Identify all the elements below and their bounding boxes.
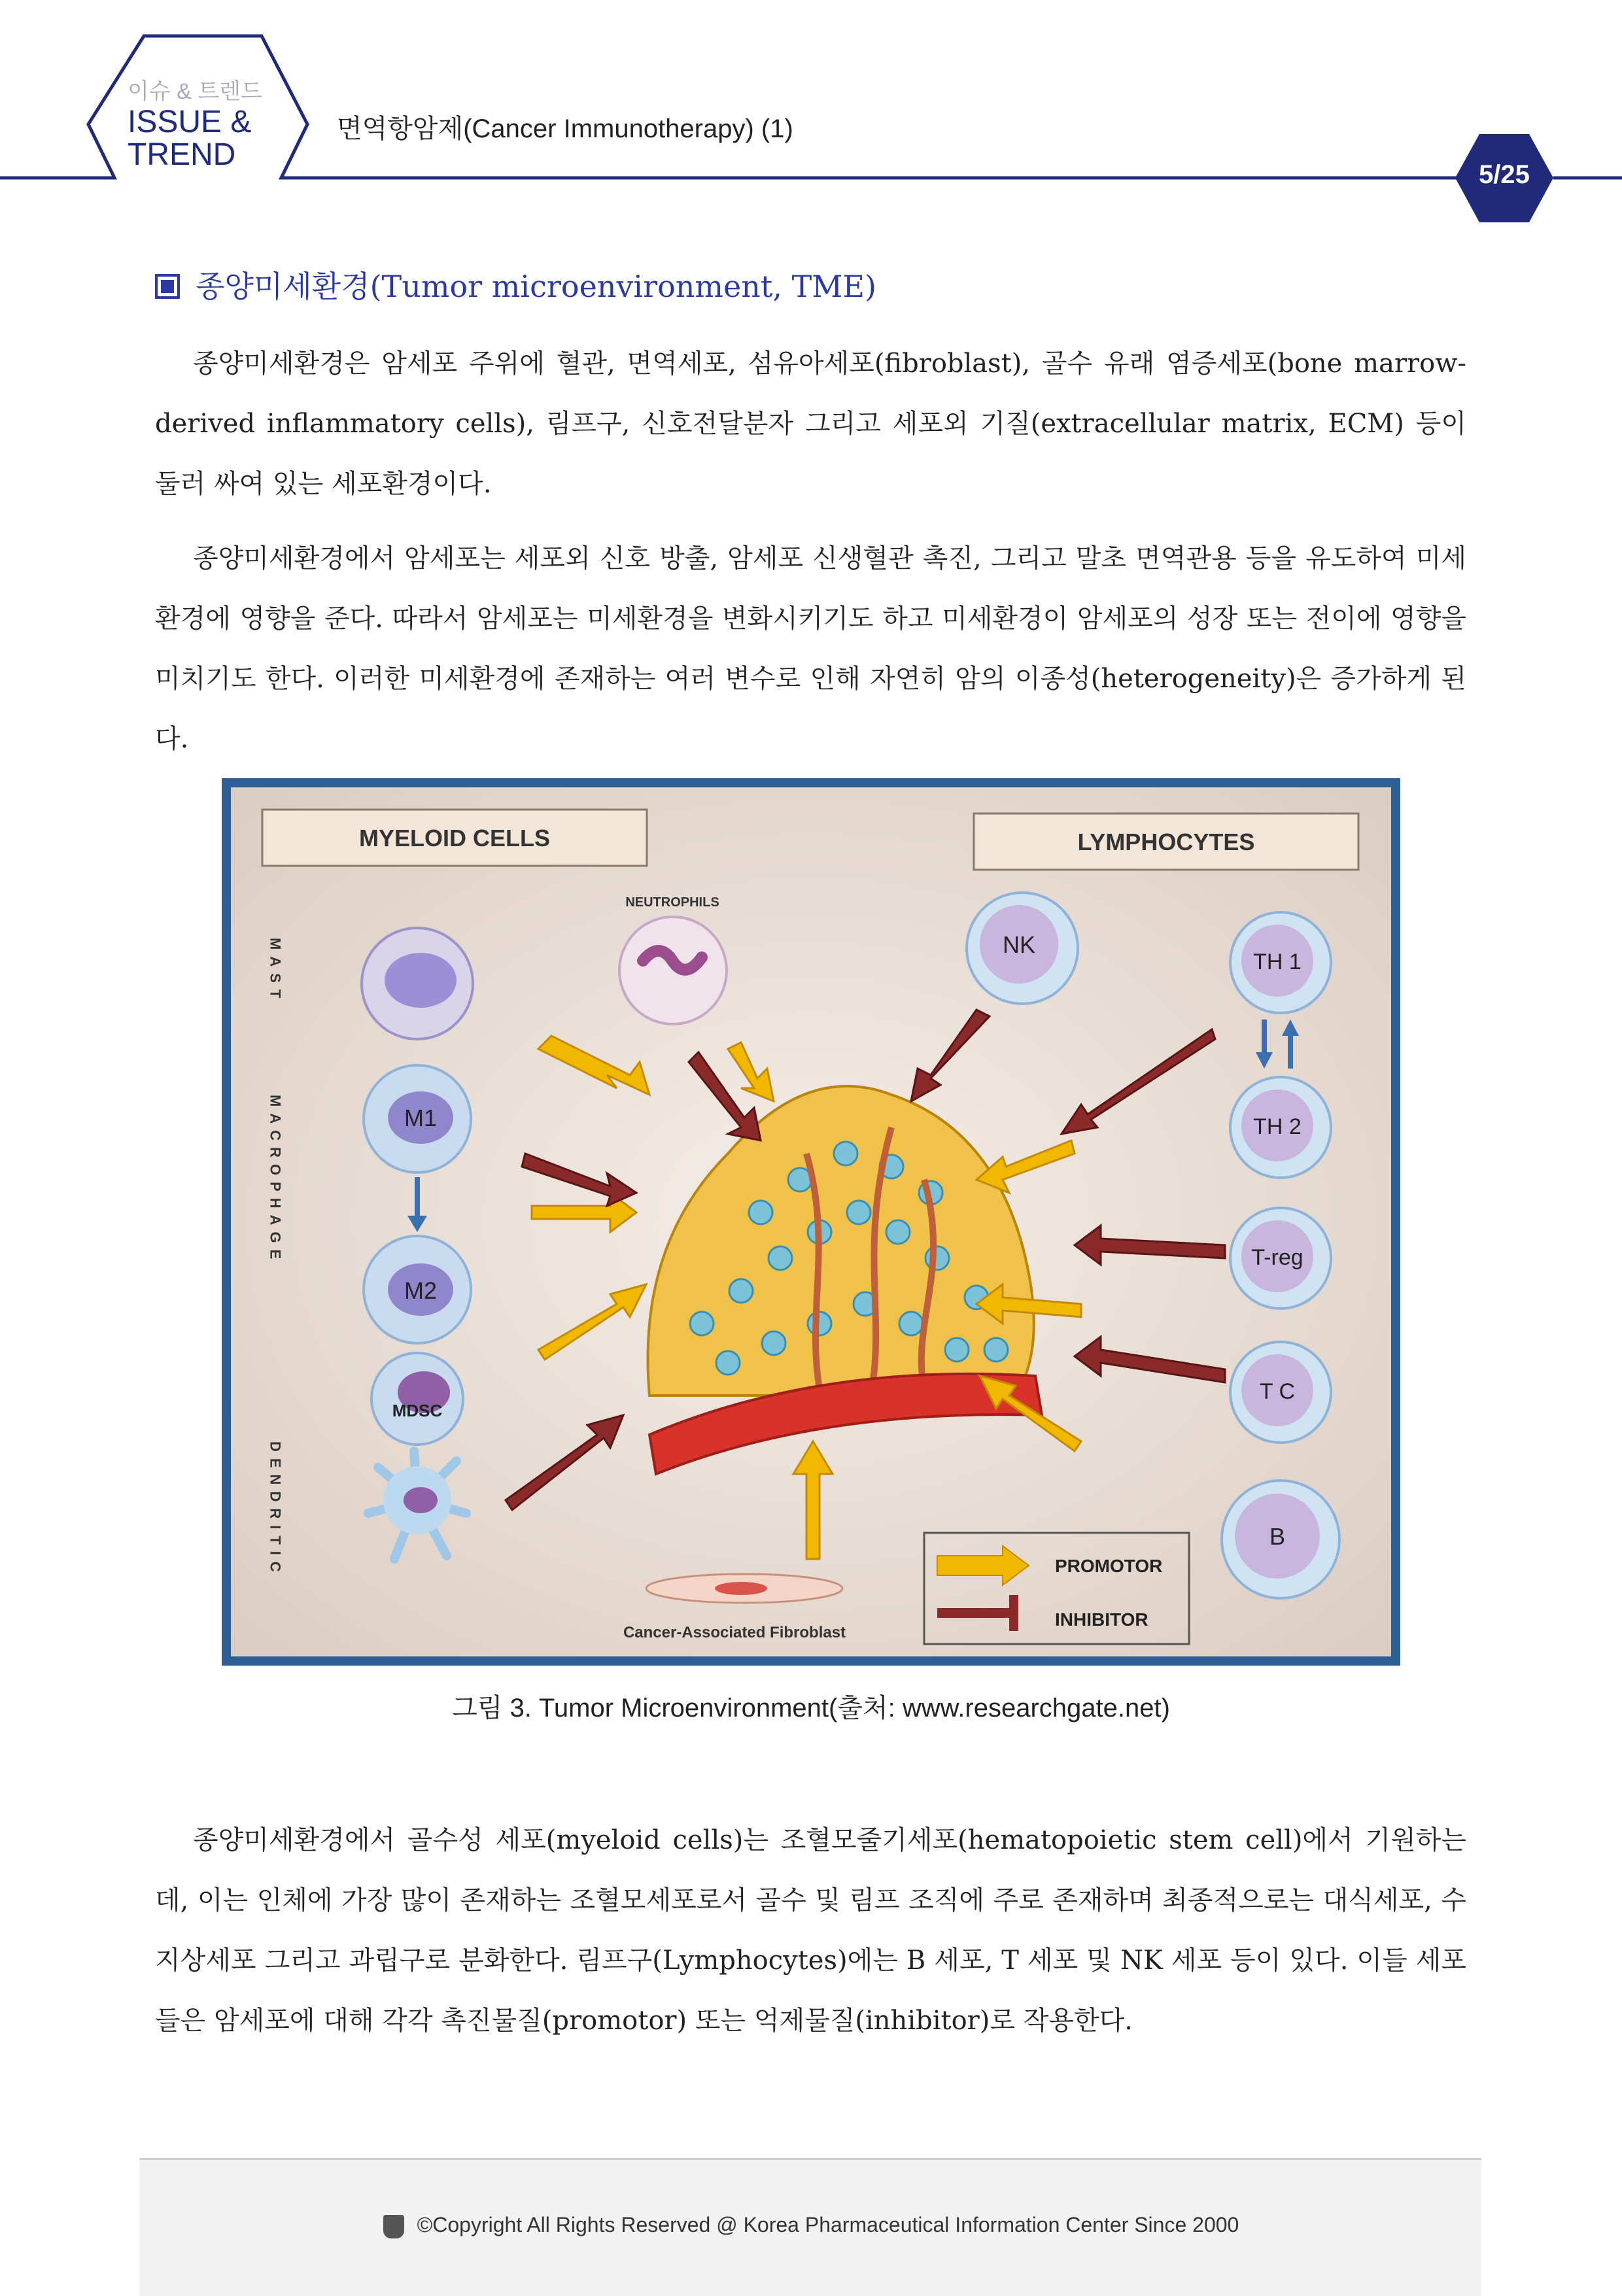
footer-copyright: ©Copyright All Rights Reserved @ Korea Pharmaceutical Information Center Since 2000 — [417, 2213, 1239, 2236]
th2-label: TH 2 — [1253, 1114, 1302, 1139]
m1-label: M1 — [404, 1105, 438, 1131]
document-title: 면역항암제(Cancer Immunotherapy) (1) — [337, 114, 793, 143]
side-label-mast: MAST — [267, 938, 284, 1005]
side-label-macrophage: MACROPHAGE — [267, 1095, 284, 1266]
treg-label: T-reg — [1251, 1245, 1303, 1270]
mast-cell-nucleus — [385, 953, 457, 1008]
figure-tumor-microenvironment — [222, 778, 1400, 1666]
paragraph-3: 종양미세환경에서 골수성 세포(myeloid cells)는 조혈모줄기세포(hematopoietic stem cell)에서 기원하는데, 이는 인체에 가장 많이 존재하는 조혈모세포로서 골수 및 림프 조직에 주로 존재하며 최종적으로는 대식세포, 수지상세포 그리고 과립구로 분화한다. 림프구(Lymphocytes)에는 B 세포, T 세포 및 NK 세포 등이 있다. 이들 세포들은 암세포에 대해 각각 촉진물질(promotor) 또는 억제물질(inhibitor)로 작용한다. — [155, 1825, 1466, 2036]
neutrophils-label: NEUTROPHILS — [625, 895, 719, 910]
figure-caption: 그림 3. Tumor Microenvironment(출처: www.researchgate.net) — [452, 1694, 1170, 1722]
caf-label: Cancer-Associated Fibroblast — [623, 1624, 846, 1641]
legend-inhibitor-icon — [1009, 1595, 1018, 1631]
paragraph-2: 종양미세환경에서 암세포는 세포외 신호 방출, 암세포 신생혈관 촉진, 그리고 말초 면역관용 등을 유도하여 미세환경에 영향을 준다. 따라서 암세포는 미세환경을 변화시키기도 하고 미세환경이 암세포의 성장 또는 전이에 영향을 미치기도 한다. 이러한 미세환경에 존재하는 여러 변수로 인해 자연히 암의 이종성(heterogeneity)은 증가하게 된다. — [155, 543, 1466, 754]
section-heading — [155, 263, 876, 306]
badge-korean: 이슈 & 트렌드 — [128, 79, 262, 104]
mdsc-label: MDSC — [392, 1401, 443, 1420]
th1-label: TH 1 — [1253, 950, 1302, 974]
tc-label: T C — [1259, 1379, 1296, 1404]
kpic-logo-icon — [383, 2215, 404, 2238]
side-label-dendritic: DENDRITIC — [267, 1441, 284, 1579]
m2-label: M2 — [404, 1277, 438, 1304]
figure-canvas — [231, 787, 1391, 1656]
nk-label: NK — [1002, 931, 1036, 958]
page-header — [0, 0, 1622, 229]
myeloid-title: MYELOID CELLS — [358, 825, 551, 851]
legend-promotor-label: PROMOTOR — [1055, 1556, 1163, 1576]
section-heading-text: 종양미세환경(Tumor microenvironment, TME) — [196, 269, 876, 304]
square-bullet-icon — [155, 274, 180, 299]
badge-line1: ISSUE & — [128, 105, 252, 139]
badge-line2: TREND — [128, 137, 236, 172]
footer — [0, 2213, 1622, 2238]
page-number: 5/25 — [1479, 160, 1530, 189]
b-label: B — [1269, 1523, 1286, 1550]
paragraph-1: 종양미세환경은 암세포 주위에 혈관, 면역세포, 섬유아세포(fibroblast), 골수 유래 염증세포(bone marrow-derived inflammatory cells), 림프구, 신호전달분자 그리고 세포외 기질(extracellular matrix, ECM) 등이 둘러 싸여 있는 세포환경이다. — [155, 349, 1466, 499]
lymph-title: LYMPHOCYTES — [1077, 829, 1255, 855]
figure-illustration — [231, 787, 1391, 1656]
legend-inhibitor-label: INHIBITOR — [1055, 1609, 1148, 1630]
badge-english — [128, 106, 251, 171]
